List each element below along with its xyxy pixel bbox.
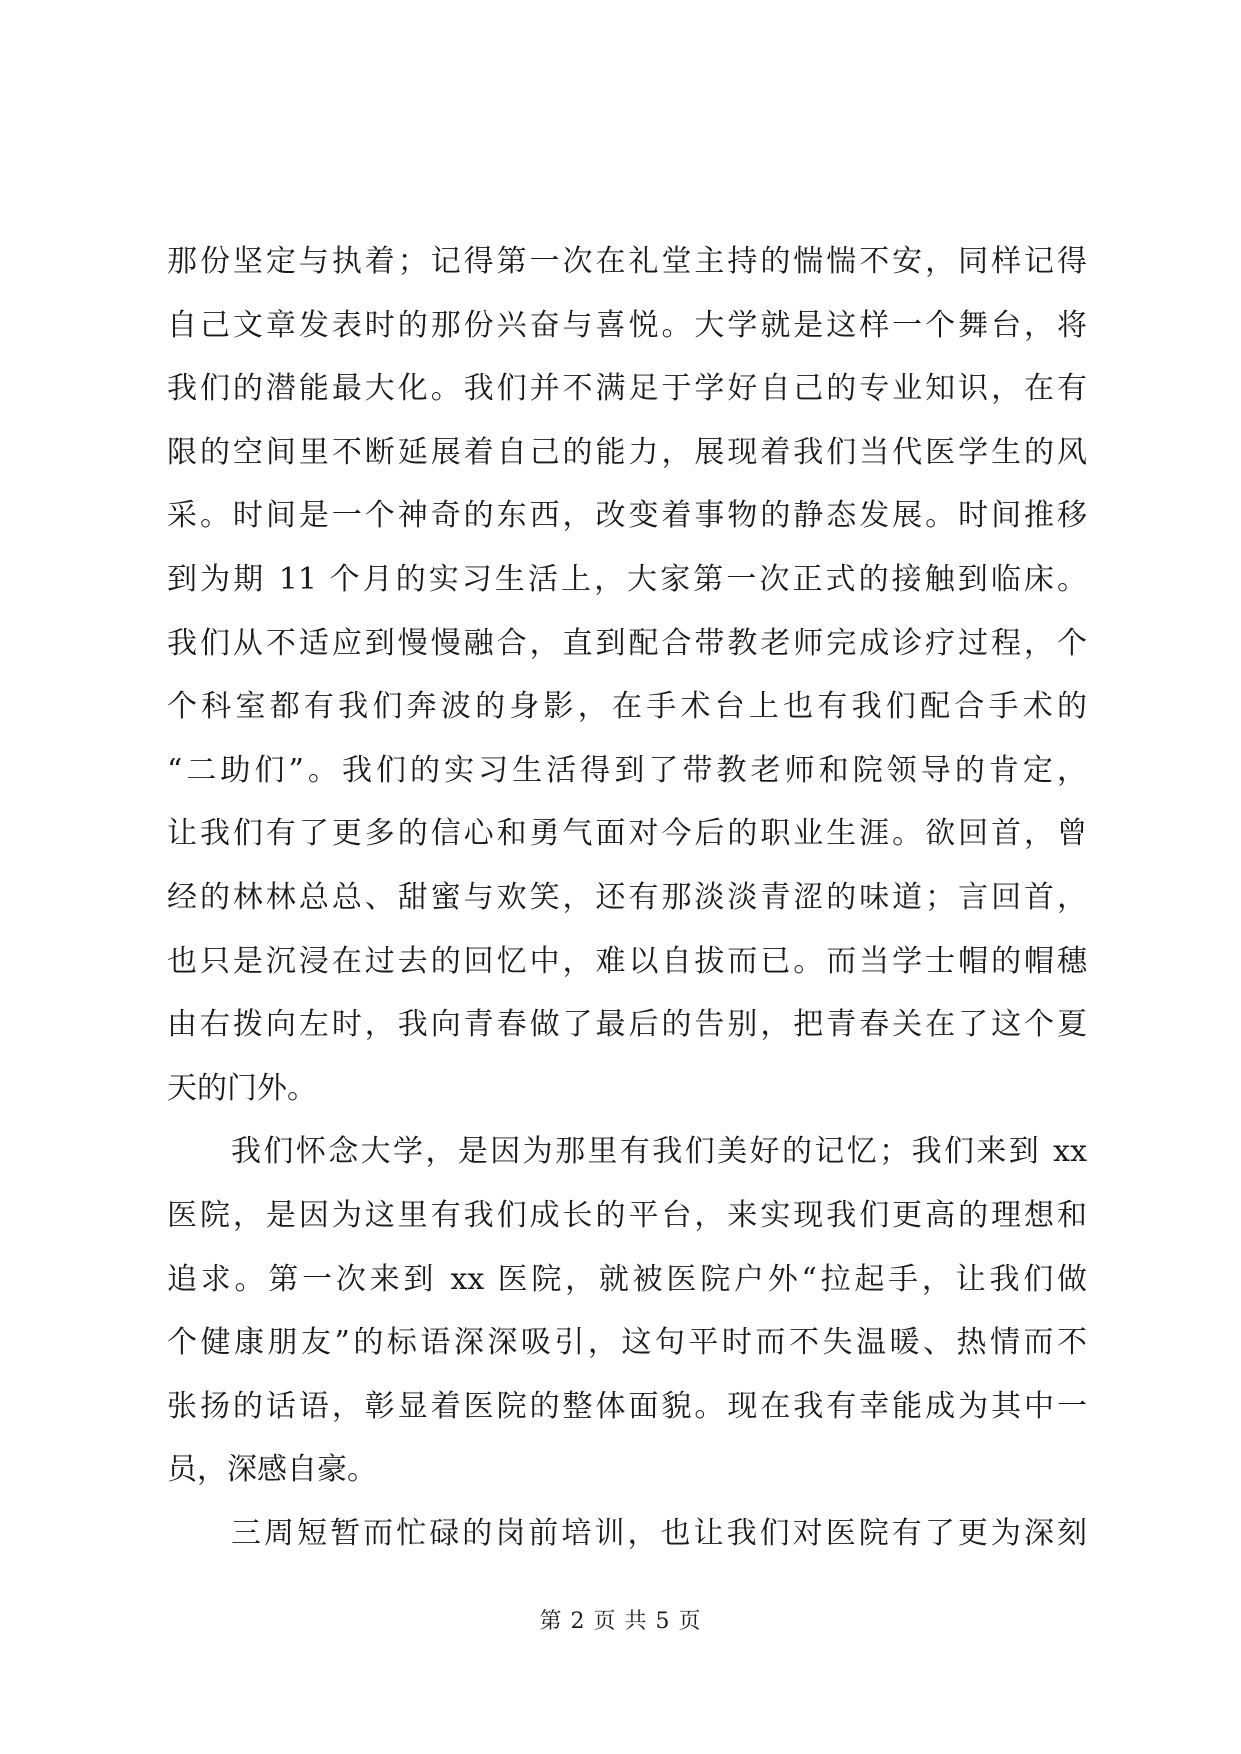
text-line: 限的空间里不断延展着自己的能力，展现着我们当代医学生的风 [167, 434, 1087, 470]
page-footer: 第 2 页 共 5 页 [539, 1609, 702, 1634]
text-line: 张扬的话语，彰显着医院的整体面貌。现在我有幸能成为其中一 [167, 1388, 1087, 1424]
text-line: 我们怀念大学，是因为那里有我们美好的记忆；我们来到 xx [231, 1134, 1087, 1170]
text-line: 医院，是因为这里有我们成长的平台，来实现我们更高的理想和 [167, 1197, 1087, 1233]
body-text [167, 230, 1087, 1565]
text-line: 也只是沉浸在过去的回忆中，难以自拔而已。而当学士帽的帽穗 [167, 943, 1087, 979]
text-line: 员，深感自豪。 [167, 1452, 377, 1488]
text-line: 个科室都有我们奔波的身影，在手术台上也有我们配合手术的 [167, 689, 1087, 725]
text-line: 我们的潜能最大化。我们并不满足于学好自己的专业知识，在有 [167, 371, 1087, 407]
text-line: 三周短暂而忙碌的岗前培训，也让我们对医院有了更为深刻 [231, 1515, 1087, 1551]
text-line: 我们从不适应到慢慢融合，直到配合带教老师完成诊疗过程，个 [167, 625, 1087, 661]
text-line: 追求。第一次来到 xx 医院，就被医院户外“拉起手，让我们做 [167, 1261, 1087, 1297]
text-line: 到为期 11 个月的实习生活上，大家第一次正式的接触到临床。 [167, 561, 1087, 597]
text-line: “二助们”。我们的实习生活得到了带教老师和院领导的肯定， [167, 752, 1087, 788]
text-line: 采。时间是一个神奇的东西，改变着事物的静态发展。时间推移 [167, 498, 1087, 534]
text-line: 天的门外。 [167, 1070, 317, 1106]
text-line: 经的林林总总、甜蜜与欢笑，还有那淡淡青涩的味道；言回首， [167, 879, 1087, 915]
text-line: 由右拨向左时，我向青春做了最后的告别，把青春关在了这个夏 [167, 1007, 1087, 1043]
text-line: 让我们有了更多的信心和勇气面对今后的职业生涯。欲回首，曾 [167, 816, 1087, 852]
text-line: 自己文章发表时的那份兴奋与喜悦。大学就是这样一个舞台，将 [167, 307, 1087, 343]
text-line: 个健康朋友”的标语深深吸引，这句平时而不失温暖、热情而不 [167, 1325, 1087, 1361]
text-line: 那份坚定与执着；记得第一次在礼堂主持的惴惴不安，同样记得 [167, 244, 1087, 279]
